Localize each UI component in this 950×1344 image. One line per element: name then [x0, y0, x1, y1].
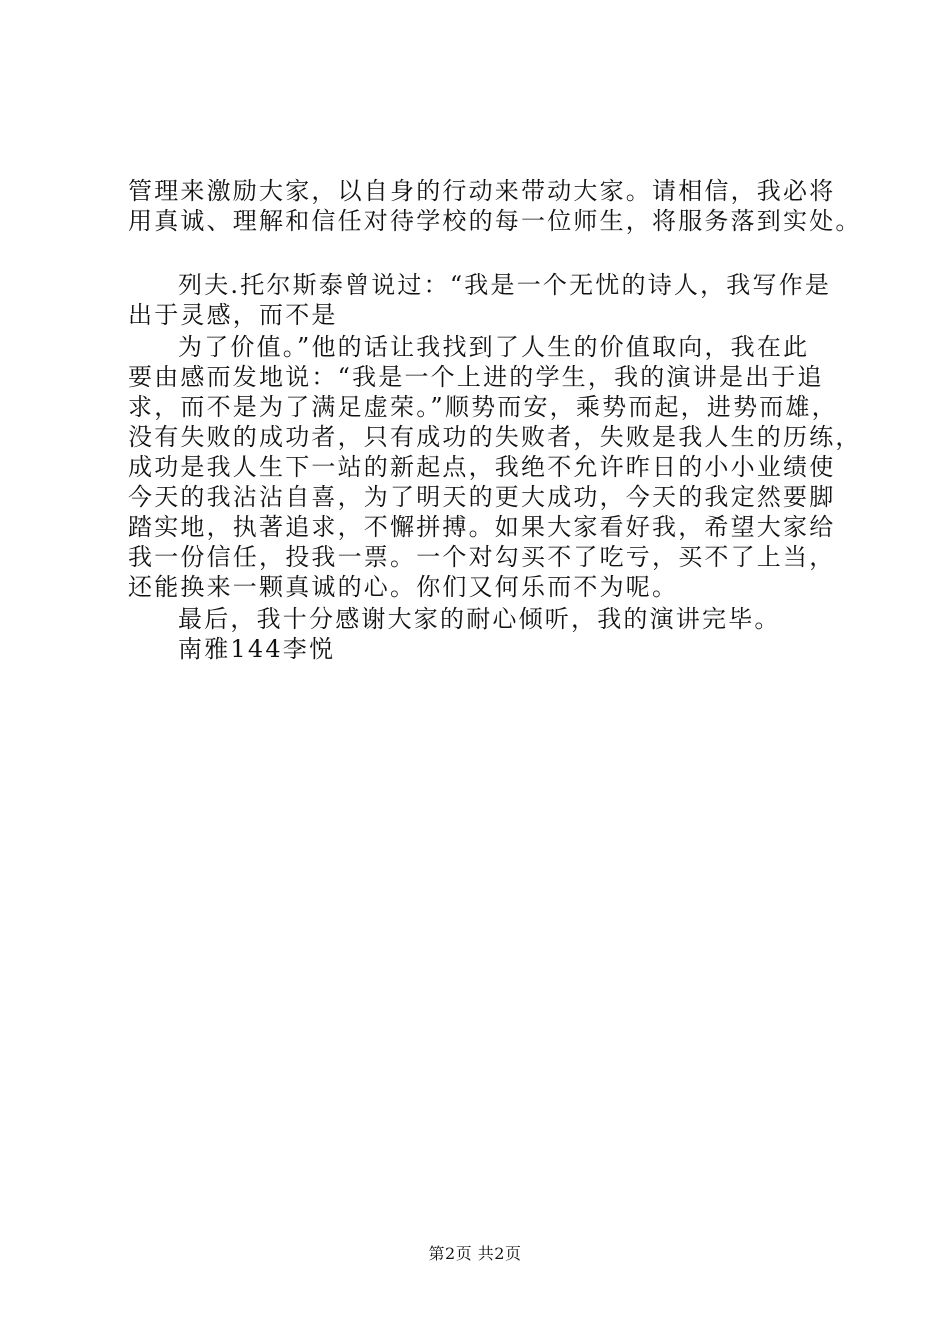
- paragraph-3-line-4: 没有失败的成功者，只有成功的失败者，失败是我人生的历练，: [128, 423, 862, 451]
- paragraph-1-line-1: 管理来激励大家，以自身的行动来带动大家。请相信，我必将: [128, 177, 836, 205]
- paragraph-3-line-8: 我一份信任，投我一票。一个对勾买不了吃亏，买不了上当，: [128, 543, 836, 571]
- paragraph-3-line-5: 成功是我人生下一站的新起点，我绝不允许昨日的小小业绩使: [128, 453, 836, 481]
- paragraph-2-line-1: 列夫.托尔斯泰曾说过：“我是一个无忧的诗人，我写作是: [178, 271, 832, 299]
- paragraph-3-line-6: 今天的我沾沾自喜，为了明天的更大成功，今天的我定然要脚: [128, 483, 836, 511]
- paragraph-3-line-7: 踏实地，执著追求，不懈拼搏。如果大家看好我，希望大家给: [128, 513, 836, 541]
- paragraph-1-line-2: 用真诚、理解和信任对待学校的每一位师生，将服务落到实处。: [128, 207, 862, 235]
- paragraph-3-line-1: 为了价值。”他的话让我找到了人生的价值取向，我在此: [178, 333, 810, 361]
- paragraph-3-line-9: 还能换来一颗真诚的心。你们又何乐而不为呢。: [128, 573, 679, 601]
- closing-line: 最后，我十分感谢大家的耐心倾听，我的演讲完毕。: [178, 605, 781, 633]
- paragraph-3-line-2: 要由感而发地说：“我是一个上进的学生，我的演讲是出于追: [128, 363, 824, 391]
- signature-line: 南雅144李悦: [178, 635, 336, 663]
- paragraph-2-line-2: 出于灵感，而不是: [128, 301, 338, 329]
- paragraph-3-line-3: 求，而不是为了满足虚荣。”顺势而安，乘势而起，进势而雄，: [128, 393, 838, 421]
- page-footer: 第2页 共2页: [428, 1244, 522, 1263]
